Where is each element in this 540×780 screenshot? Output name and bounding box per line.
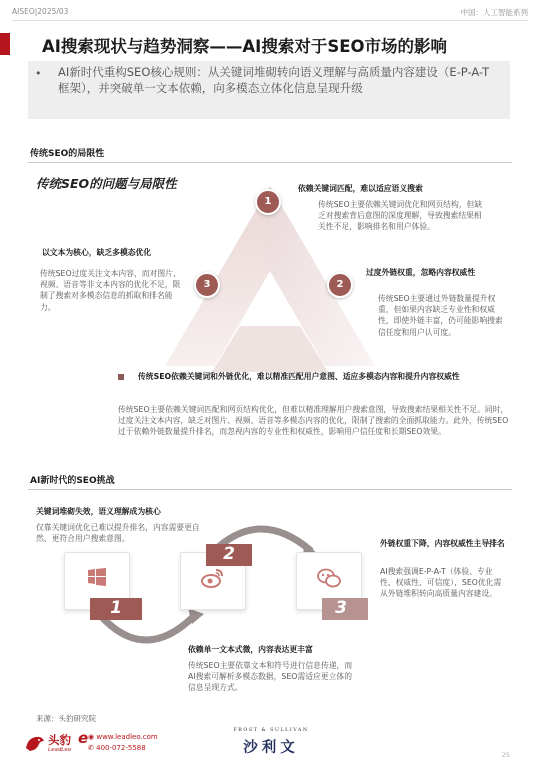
item-3-number-badge: 3 (194, 272, 220, 298)
challenge-2-body: 传统SEO主要依靠文本和符号进行信息传递，而AI搜索可解析多模态数据，SEO需适应更立体的信息呈现方式。 (188, 661, 353, 693)
challenge-3-heading: 外链权重下降，内容权威性主导排名 (380, 539, 505, 548)
item-3-heading: 以文本为核心，缺乏多模态优化 (42, 248, 152, 257)
challenge-number-3: 3 (335, 598, 347, 618)
header-divider (12, 20, 528, 21)
header-left: AISEO|2025/03 (12, 7, 69, 16)
logo-e-glyph: e (78, 729, 89, 747)
section1-divider (28, 162, 512, 163)
weibo-logo-icon (201, 567, 225, 589)
windows-logo-icon (87, 567, 107, 587)
item-1-heading: 依赖关键词匹配，难以适应语义搜索 (298, 184, 423, 193)
phone-number: 400-072-5588 (96, 744, 146, 752)
challenge-1-body: 仅靠关键词优化已难以提升排名，内容需要更自然、更符合用户搜索意图。 (36, 523, 200, 544)
section2-divider (28, 489, 512, 490)
section2-title: AI新时代的SEO挑战 (30, 476, 115, 486)
challenge-2-heading: 依赖单一文本式微，内容表达更丰富 (188, 645, 313, 654)
page-title: AI搜索现状与趋势洞察——AI搜索对于SEO市场的影响 (42, 37, 447, 56)
item-2-body: 传统SEO主要通过外链数量提升权重，但如果内容缺乏专业性和权威性，即使外链丰富，仍可能影响搜索信任度和用户认可度。 (378, 294, 503, 337)
item-3-body: 传统SEO过度关注文本内容，而对图片、视频、语音等非文本内容的优化不足，限制了搜索对多模态信息的抓取和排名能力。 (40, 269, 181, 312)
website-row (88, 733, 158, 741)
summary-bullet: • (35, 67, 42, 80)
conclusion-bullet (118, 374, 124, 380)
partner-en-text: FROST & SULLIVAN (233, 728, 309, 733)
title-accent-bar (0, 33, 10, 55)
wechat-logo-icon (317, 567, 341, 589)
challenge-3-body: AI搜索强调E-P-A-T（体验、专业性、权威性、可信度），SEO优化需从外链堆积转向高质量内容建设。 (380, 567, 502, 599)
item-1-body: 传统SEO主要依赖关键词优化和网页结构，但缺乏对搜索背后意图的深度理解，导致搜索结果相关性不足，影响排名和用户体验。 (318, 200, 483, 232)
item-2-heading: 过度外链权重，忽略内容权威性 (366, 268, 476, 277)
challenge-number-1: 1 (110, 598, 122, 618)
item-1-number-badge: 1 (255, 189, 281, 215)
challenge-1-heading: 关键词堆砌失效，语义理解成为核心 (36, 507, 161, 516)
source-note: 来源：头豹研究院 (36, 714, 96, 723)
section1-title: 传统SEO的局限性 (30, 149, 105, 159)
phone-row (88, 744, 146, 752)
conclusion-body: 传统SEO主要依赖关键词匹配和网页结构优化，但难以精准理解用户搜索意图，导致搜索结果相关性不足。同时，过度关注文本内容，缺乏对图片、视频、语音等多模态内容的优化，限制了搜索的全面抓取能力。此外，传统SEO过于依赖外链数量提升排名，而忽视内容的专业性和权威性，影响用户信任度和长期SEO效果。 (118, 405, 509, 437)
challenge-number-2: 2 (223, 544, 235, 564)
diagram-title: 传统SEO的问题与局限性 (36, 176, 177, 191)
partner-cn-text: 沙利文 (243, 740, 299, 756)
conclusion-heading: 传统SEO依赖关键词和外链优化，难以精准匹配用户意图、适应多模态内容和提升内容权威性 (138, 372, 460, 381)
phone-icon: ✆ (88, 744, 94, 752)
summary-text: AI新时代重构SEO核心规则：从关键词堆砌转向语义理解与高质量内容建设（E-P-A-T框架），并突破单一文本依赖，向多模态立体化信息呈现升级 (58, 65, 490, 95)
item-2-number-badge: 2 (327, 272, 353, 298)
leopard-mascot-icon (24, 732, 46, 754)
website-link[interactable]: www.leadleo.com (96, 733, 158, 741)
logo-cn-text: 头豹 (48, 733, 71, 747)
page-number: 25 (501, 751, 510, 759)
globe-icon: ◉ (88, 733, 95, 741)
logo-en-text: LeadLeo (48, 747, 72, 753)
header-right: 中国：人工智能系列 (460, 8, 528, 17)
summary-box (28, 61, 510, 119)
